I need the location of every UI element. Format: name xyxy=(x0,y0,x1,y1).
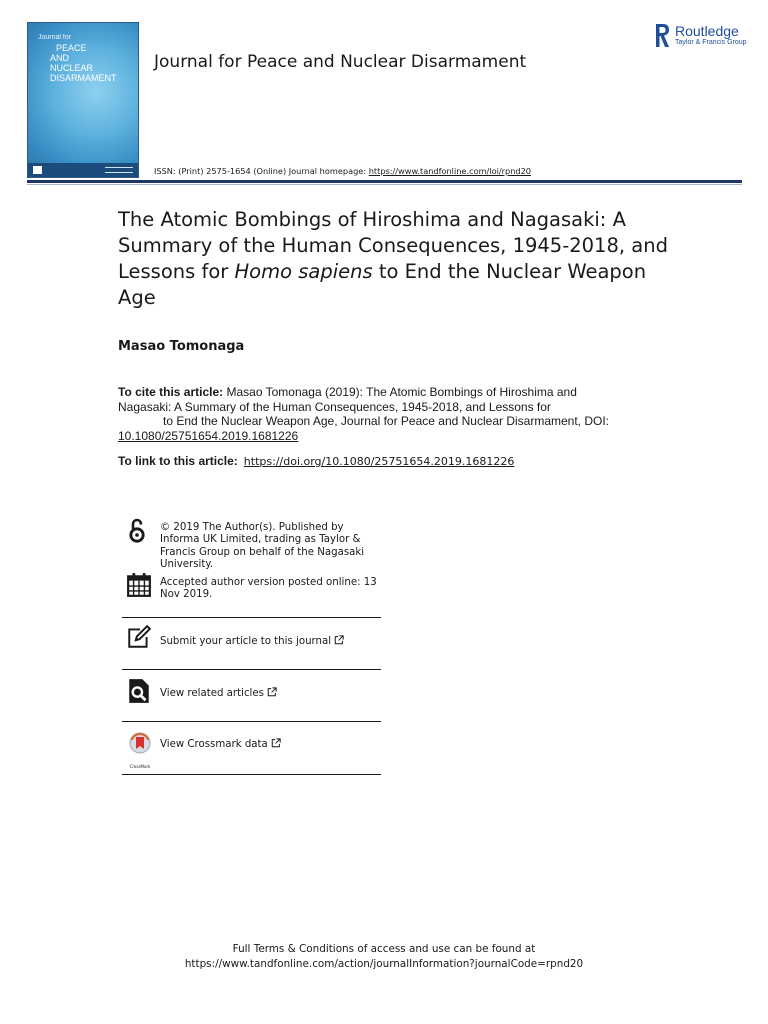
open-access-text: © 2019 The Author(s). Published by Informa UK Limited, trading as Taylor & Francis Group on behalf of the Nagasaki University. xyxy=(160,522,365,571)
submit-article-label: Submit your article to this journal xyxy=(160,636,332,647)
routledge-logo[interactable] xyxy=(654,22,749,50)
article-doi-link[interactable]: https://doi.org/10.1080/25751654.2019.1681226 xyxy=(243,455,515,468)
open-access-row xyxy=(122,516,381,571)
document-search-icon xyxy=(126,678,152,704)
crossmark-label: View Crossmark data xyxy=(160,739,268,750)
external-link-icon xyxy=(267,687,277,697)
article-link-label: To link to this article: xyxy=(118,454,238,468)
header-rule-thin xyxy=(27,184,742,185)
article-title: The Atomic Bombings of Hiroshima and Nagasaki: A Summary of the Human Consequences, 1945-2018, and Lessons for Homo sapiens to End the Nuclear Weapon Age xyxy=(118,208,668,309)
related-articles-row[interactable] xyxy=(122,670,381,722)
terms-text: Full Terms & Conditions of access and use can be found at xyxy=(232,943,536,955)
publisher-group: Taylor & Francis Group xyxy=(675,39,747,46)
crossmark-link[interactable] xyxy=(160,738,382,751)
publisher-name: Routledge xyxy=(675,23,739,39)
open-access-icon xyxy=(127,518,147,544)
crossmark-row[interactable] xyxy=(122,722,381,774)
terms-footer xyxy=(0,942,768,972)
journal-name[interactable]: Journal for Peace and Nuclear Disarmament xyxy=(154,52,527,72)
issn-line xyxy=(154,166,531,176)
article-author: Masao Tomonaga xyxy=(118,339,245,354)
cover-footer xyxy=(28,163,138,177)
external-link-icon xyxy=(271,738,281,748)
accepted-row xyxy=(122,572,381,618)
crossmark-icon xyxy=(128,732,152,762)
related-articles-label: View related articles xyxy=(160,688,264,699)
cover-title: Journal for PEACE AND NUCLEAR DISARMAMENT xyxy=(38,34,117,83)
citation-label: To cite this article: xyxy=(118,385,224,399)
submit-article-row[interactable] xyxy=(122,618,381,670)
issn-text: ISSN: (Print) 2575-1654 (Online) Journal homepage: xyxy=(154,166,369,176)
citation-block: To cite this article: Masao Tomonaga (2019): The Atomic Bombings of Hiroshima and Nagasaki: A Summary of the Human Consequences, 1945-2018, and Lessons for to End the Nuclear Weapon Age, Journal for Peace and Nuclear Disarmament, DOI: 10.1080/25751654.2019.1681226 xyxy=(118,385,628,443)
accepted-date-text: Accepted author version posted online: 13 Nov 2019. xyxy=(160,577,377,601)
citation-doi-link[interactable]: 10.1080/25751654.2019.1681226 xyxy=(118,428,299,443)
submit-article-link[interactable] xyxy=(160,635,382,648)
journal-homepage-link[interactable]: https://www.tandfonline.com/loi/rpnd20 xyxy=(368,166,531,176)
crossmark-caption: CrossMark xyxy=(129,764,151,769)
species-name: Homo sapiens xyxy=(234,260,373,283)
related-articles-link[interactable] xyxy=(160,687,382,700)
external-link-icon xyxy=(334,635,344,645)
publisher-mark-icon xyxy=(105,167,133,173)
info-divider xyxy=(122,774,381,775)
header-rule xyxy=(27,180,742,183)
calendar-icon xyxy=(126,572,152,598)
publisher-logo-icon xyxy=(33,166,42,174)
journal-cover-image xyxy=(27,22,139,178)
routledge-r-icon xyxy=(654,22,671,49)
edit-icon xyxy=(126,624,152,650)
terms-link[interactable]: https://www.tandfonline.com/action/journalInformation?journalCode=rpnd20 xyxy=(184,958,584,970)
article-link-line xyxy=(118,454,514,468)
